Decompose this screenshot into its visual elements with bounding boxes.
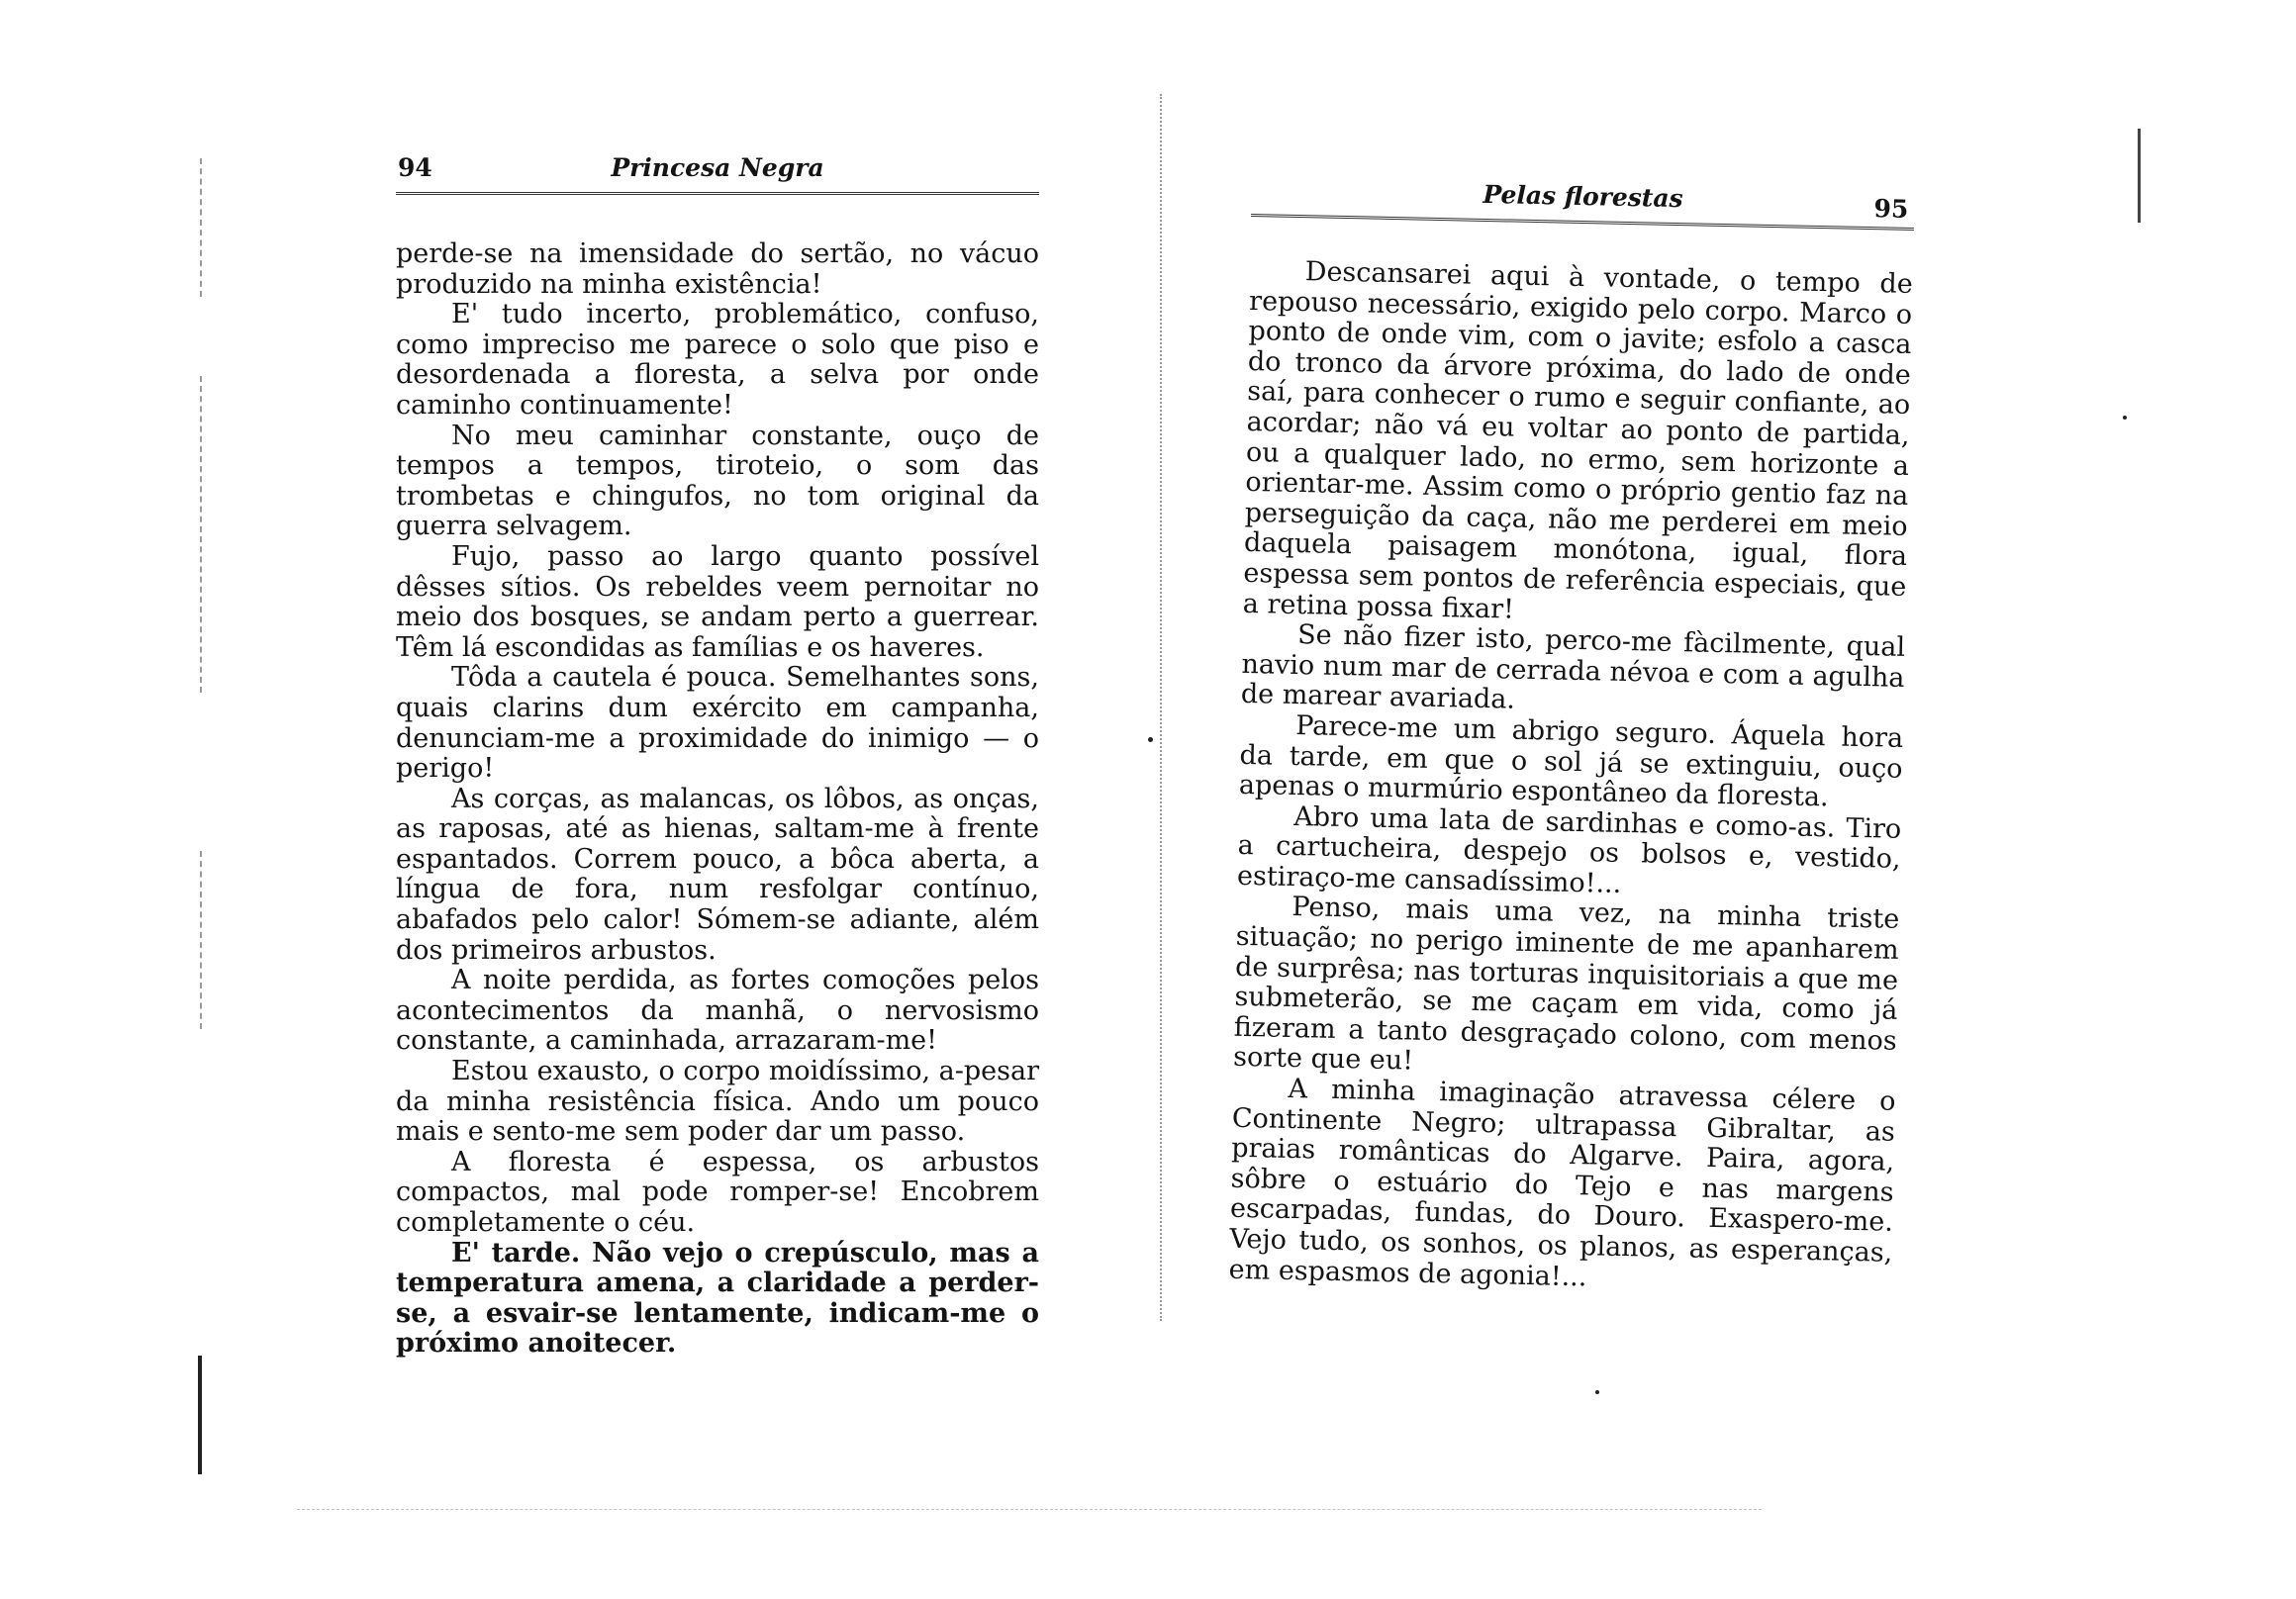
paragraph: As corças, as malancas, os lôbos, as onças, as raposas, até as hienas, saltam-me à frente espantados. Correm pouco, a bôca aberta, a língua de fora, num resfolgar contínuo, abafados pelo calor! Sómem-se adiante, além dos primeiros arbustos. xyxy=(396,783,1039,966)
page-edge-mark xyxy=(200,851,202,1029)
paragraph: Descansarei aqui à vontade, o tempo de repouso necessário, exigido pelo corpo. Marco o ponto de onde vim, com o javite; esfolo a casca do tronco da árvore próxima, do lado de onde saí, para conhecer o rumo e seguir confiante, ao acordar; não vá eu voltar ao ponto de partida, ou a qualquer lado, no ermo, sem horizonte a orientar-me. Assim como o próprio gentio faz na perseguição da caça, não me perderei em meio daquela paisagem monótona, igual, flora espessa sem pontos de referência especiais, que a retina possa fixar! xyxy=(1242,256,1914,625)
page-edge-mark xyxy=(2138,129,2141,223)
page-edge-mark xyxy=(198,1356,202,1474)
paragraph: Se não fizer isto, perco-me fàcilmente, qual navio num mar de cerrada névoa e com a agulha de marear avariada. xyxy=(1240,619,1906,715)
paragraph: No meu caminhar constante, ouço de tempos a tempos, tiroteio, o som das trombetas e chingufos, no tom original da guerra selvagem. xyxy=(396,420,1039,542)
paragraph: Abro uma lata de sardinhas e como-as. Tiro a cartucheira, despejo os bolsos e, vestido, estiraço-me cansadíssimo!... xyxy=(1236,800,1902,899)
left-page-header xyxy=(396,148,1039,195)
right-page xyxy=(1228,170,1914,1299)
scan-noise-line xyxy=(297,1509,1762,1510)
paragraph: Penso, mais uma vez, na minha triste situação; no perigo iminente de me apanharem de surprêsa; nas torturas inquisitoriais a que me submeterão, se me caçam em vida, como já fizeram a tanto desgraçado colono, com menos sorte que eu! xyxy=(1232,892,1900,1078)
scan-speck xyxy=(1148,737,1153,742)
paragraph: A floresta é espessa, os arbustos compactos, mal pode romper-se! Encobrem completamente o céu. xyxy=(396,1146,1039,1238)
paragraph: A noite perdida, as fortes comoções pelos acontecimentos da manhã, o nervosismo constante, a caminhada, arrazaram-me! xyxy=(396,965,1039,1057)
right-page-body xyxy=(1228,256,1913,1299)
paragraph: Parece-me um abrigo seguro. Áquela hora da tarde, em que o sol já se extinguiu, ouço apenas o murmúrio espontâneo da floresta. xyxy=(1238,709,1904,813)
paragraph: Fujo, passo ao largo quanto possível dêsses sítios. Os rebeldes veem pernoitar no meio dos bosques, se andam perto a guerrear. Têm lá escondidas as famílias e os haveres. xyxy=(396,540,1039,663)
paragraph: E' tudo incerto, problemático, confuso, como impreciso me parece o solo que piso e desordenada a floresta, a selva por onde caminho continuamente! xyxy=(396,299,1039,421)
left-page-body xyxy=(396,239,1039,1360)
page-edge-mark xyxy=(200,376,202,693)
paragraph: perde-se na imensidade do sertão, no vácuo produzido na minha existência! xyxy=(396,238,1039,300)
page-number: 94 xyxy=(398,153,432,182)
gutter-fold xyxy=(1160,94,1162,1321)
paragraph: E' tarde. Não vejo o crepúsculo, mas a temperatura amena, a claridade a perder-se, a esvair-se lentamente, indicam-me o próximo anoitecer. xyxy=(396,1237,1039,1360)
page-edge-mark xyxy=(200,158,202,297)
paragraph: Tôda a cautela é pouca. Semelhantes sons, quais clarins dum exército em campanha, denunciam-me a proximidade do inimigo — o perigo! xyxy=(396,662,1039,785)
running-head: Pelas florestas xyxy=(1483,179,1683,214)
scan-speck xyxy=(1595,1390,1599,1394)
page-number: 95 xyxy=(1873,194,1909,224)
right-page-header xyxy=(1251,170,1915,231)
paragraph: A minha imaginação atravessa célere o Continente Negro; ultrapassa Gibraltar, as praias românticas do Algarve. Paira, agora, sôbre o estuário do Tejo e nas margens escarpadas, fundas, do Douro. Exaspero-me. Vejo tudo, os sonhos, os planos, as esperanças, em espasmos de agonia!... xyxy=(1228,1074,1896,1292)
paragraph: Estou exausto, o corpo moidíssimo, a-pesar da minha resistência física. Ando um pouco mais e sento-me sem poder dar um passo. xyxy=(396,1056,1039,1148)
running-head: Princesa Negra xyxy=(611,153,824,182)
left-page xyxy=(396,148,1039,1360)
scan-speck xyxy=(2123,416,2127,420)
